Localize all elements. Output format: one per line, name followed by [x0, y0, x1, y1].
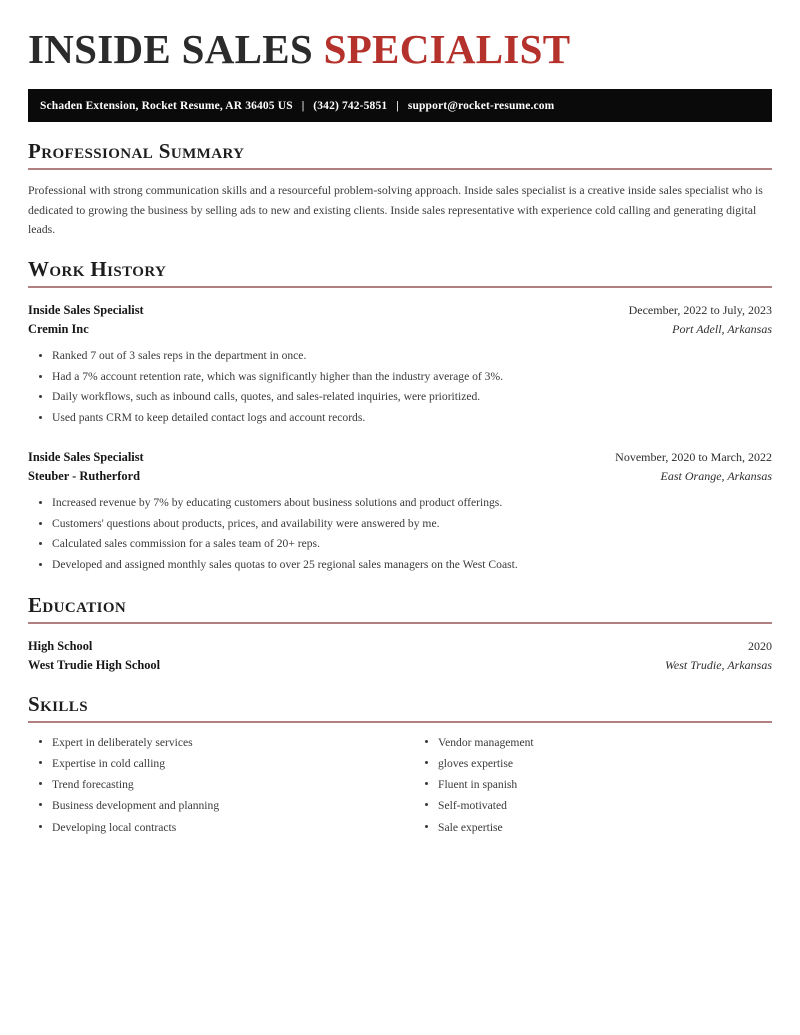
work-job-title: Inside Sales Specialist	[28, 302, 144, 317]
list-item: Daily workflows, such as inbound calls, quotes, and sales-related inquiries, were prioritized.	[52, 387, 772, 408]
section-work-history	[28, 258, 772, 576]
list-item: Expertise in cold calling	[52, 753, 400, 774]
list-item: Had a 7% account retention rate, which was significantly higher than the industry average of 3%.	[52, 367, 772, 388]
title-primary: INSIDE SALES	[28, 26, 314, 72]
work-entry-title-row	[28, 301, 772, 320]
education-degree-row	[28, 637, 772, 656]
work-entry	[28, 301, 772, 429]
list-item: Vendor management	[438, 732, 772, 753]
contact-address: Schaden Extension, Rocket Resume, AR 36405 US	[40, 99, 293, 112]
section-professional-summary	[28, 140, 772, 239]
work-bullet-list	[28, 346, 772, 429]
list-item: Business development and planning	[52, 795, 400, 816]
work-dates: November, 2020 to March, 2022	[615, 449, 772, 464]
list-item: Developing local contracts	[52, 817, 400, 838]
work-dates: December, 2022 to July, 2023	[628, 302, 772, 317]
section-education	[28, 594, 772, 676]
section-divider-education	[28, 622, 772, 624]
work-job-title: Inside Sales Specialist	[28, 449, 144, 464]
list-item: Used pants CRM to keep detailed contact logs and account records.	[52, 408, 772, 429]
list-item: Self-motivated	[438, 795, 772, 816]
title-accent: SPECIALIST	[323, 26, 571, 72]
section-skills	[28, 693, 772, 838]
summary-body: Professional with strong communication skills and a resourceful problem-solving approach. Inside sales specialist is a creative inside sales specialist who is dedicated to growing the business by selling ads to new and existing clients. Inside sales representative with experience cold calling and generating digital leads.	[28, 183, 763, 237]
work-company: Cremin Inc	[28, 321, 89, 336]
skills-list-right	[414, 732, 772, 837]
list-item: Customers' questions about products, prices, and availability were answered by me.	[52, 514, 772, 535]
section-heading-work-history: Work History	[28, 256, 167, 281]
work-bullet-list	[28, 493, 772, 576]
section-divider-work-history	[28, 286, 772, 288]
list-item: Trend forecasting	[52, 774, 400, 795]
education-degree: High School	[28, 638, 93, 653]
work-entry-title-row	[28, 448, 772, 467]
work-entry	[28, 448, 772, 576]
list-item: Fluent in spanish	[438, 774, 772, 795]
contact-separator-1: |	[301, 99, 305, 112]
section-divider-summary	[28, 168, 772, 170]
section-heading-education: Education	[28, 592, 127, 617]
education-location: West Trudie, Arkansas	[664, 657, 772, 672]
section-divider-skills	[28, 721, 772, 723]
education-school-row	[28, 656, 772, 675]
education-year: 2020	[748, 638, 772, 653]
work-entry-company-row	[28, 320, 772, 339]
education-entry	[28, 637, 772, 675]
list-item: Sale expertise	[438, 817, 772, 838]
contact-phone[interactable]: (342) 742-5851	[313, 99, 388, 112]
skills-column-right	[400, 732, 772, 837]
skills-list-left	[28, 732, 400, 837]
work-entry-company-row	[28, 467, 772, 486]
list-item: Increased revenue by 7% by educating customers about business solutions and product offerings.	[52, 493, 772, 514]
education-school: West Trudie High School	[28, 657, 161, 672]
contact-email[interactable]: support@rocket-resume.com	[407, 99, 555, 112]
page-title	[28, 0, 772, 73]
section-heading-skills: Skills	[28, 692, 88, 717]
section-heading-summary: Professional Summary	[28, 139, 245, 164]
skills-columns	[28, 732, 772, 837]
list-item: Ranked 7 out of 3 sales reps in the department in once.	[52, 346, 772, 367]
skills-column-left	[28, 732, 400, 837]
contact-bar	[28, 89, 772, 122]
list-item: Expert in deliberately services	[52, 732, 400, 753]
list-item: Developed and assigned monthly sales quotas to over 25 regional sales managers on the West Coast.	[52, 555, 772, 576]
work-company: Steuber - Rutherford	[28, 468, 140, 483]
work-location: Port Adell, Arkansas	[672, 321, 772, 336]
list-item: Calculated sales commission for a sales team of 20+ reps.	[52, 534, 772, 555]
list-item: gloves expertise	[438, 753, 772, 774]
contact-separator-2: |	[396, 99, 399, 112]
work-location: East Orange, Arkansas	[660, 468, 772, 483]
